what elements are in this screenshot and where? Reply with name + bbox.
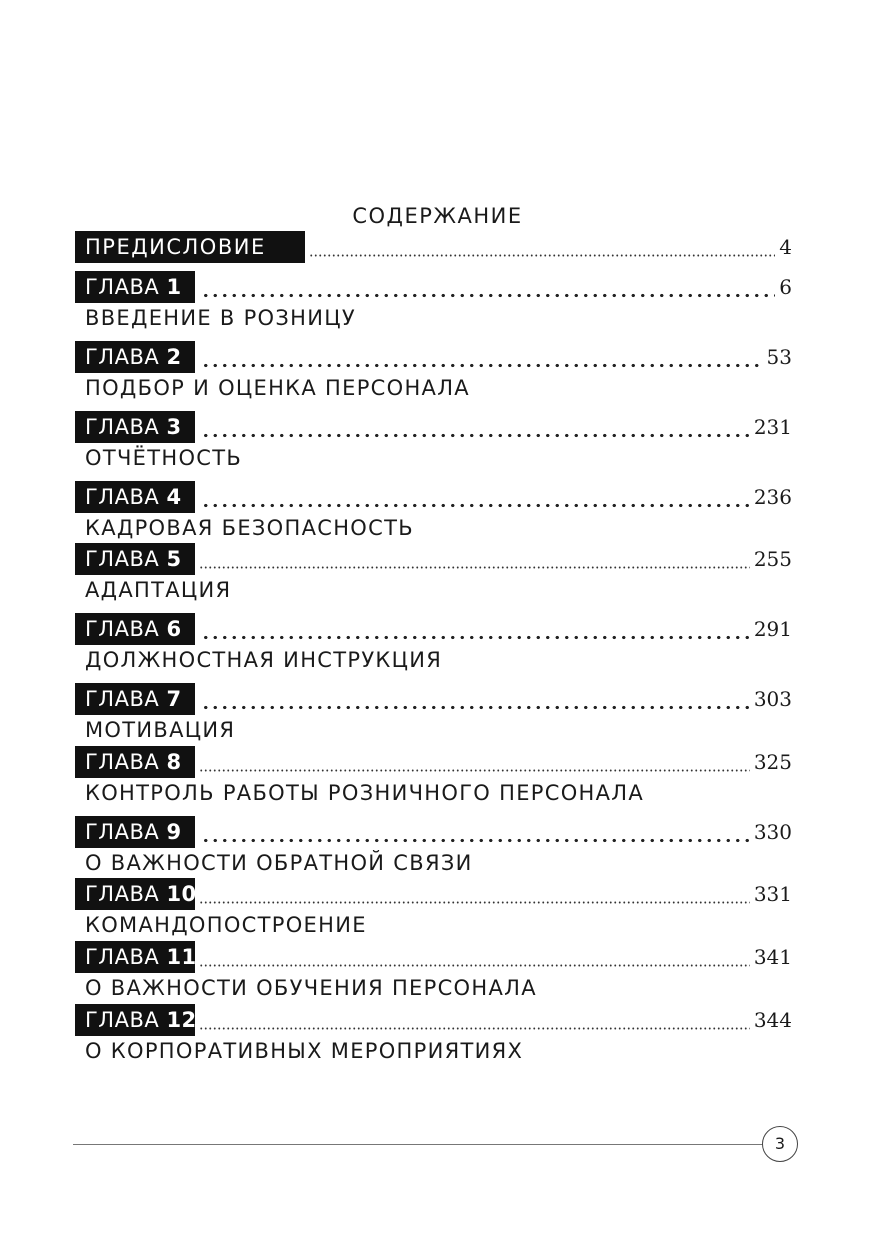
page-number: 3 [762,1126,798,1162]
dot-leader [199,837,750,844]
chapter-title: ОТЧЁТНОСТЬ [85,446,243,470]
page-ref: 6 [779,275,792,299]
page-ref: 341 [753,945,792,969]
chapter-number: 12 [166,1008,197,1032]
toc-entry-chapter-2[interactable] [75,341,792,403]
dot-leader [199,292,775,299]
page-ref: 344 [753,1008,792,1032]
chapter-title: ВВЕДЕНИЕ В РОЗНИЦУ [85,306,356,330]
toc-entry-chapter-11[interactable] [75,941,792,1003]
toc-entry-chapter-10[interactable] [75,878,792,940]
chapter-number: 4 [166,485,182,509]
toc-entry-chapter-6[interactable] [75,613,792,675]
toc-entry-chapter-4[interactable] [75,481,792,543]
chapter-prefix: ГЛАВА [85,945,160,969]
chapter-title: КОНТРОЛЬ РАБОТЫ РОЗНИЧНОГО ПЕРСОНАЛА [85,781,645,805]
toc-entry-chapter-7[interactable] [75,683,792,745]
toc-entry-chapter-8[interactable] [75,746,792,808]
footer-rule [73,1144,763,1145]
page-ref: 291 [753,617,792,641]
toc-entry-chapter-1[interactable] [75,271,792,333]
chapter-prefix: ГЛАВА [85,415,160,439]
chapter-number: 9 [166,820,182,844]
toc-entry-chapter-9[interactable] [75,816,792,878]
chapter-number: 3 [166,415,182,439]
chapter-prefix: ГЛАВА [85,687,160,711]
page-ref: 4 [779,235,792,259]
chapter-title: О КОРПОРАТИВНЫХ МЕРОПРИЯТИЯХ [85,1039,524,1063]
page-ref: 330 [753,820,792,844]
dot-leader [199,362,763,369]
chapter-label [75,543,195,575]
chapter-prefix: ГЛАВА [85,547,160,571]
chapter-prefix: ГЛАВА [85,275,160,299]
chapter-prefix: ГЛАВА [85,617,160,641]
chapter-number: 11 [166,945,197,969]
dot-leader [199,900,750,905]
toc-entry-chapter-3[interactable] [75,411,792,473]
chapter-title: МОТИВАЦИЯ [85,718,236,742]
page-ref: 53 [766,345,792,369]
page-ref: 331 [753,882,792,906]
chapter-number: 8 [166,750,182,774]
chapter-prefix: ГЛАВА [85,345,160,369]
page-ref: 231 [753,415,792,439]
chapter-title: ДОЛЖНОСТНАЯ ИНСТРУКЦИЯ [85,648,443,672]
chapter-number: 10 [166,882,197,906]
dot-leader [199,634,750,641]
chapter-number: 6 [166,617,182,641]
chapter-prefix: ГЛАВА [85,882,160,906]
chapter-number: 7 [166,687,182,711]
chapter-title: О ВАЖНОСТИ ОБРАТНОЙ СВЯЗИ [85,851,473,875]
chapter-number: 1 [166,275,182,299]
toc-entry-preface[interactable] [75,231,792,263]
toc-title: СОДЕРЖАНИЕ [352,204,523,228]
chapter-title: ПОДБОР И ОЦЕНКА ПЕРСОНАЛА [85,376,470,400]
chapter-label [75,746,195,778]
dot-leader [199,502,750,509]
chapter-title: О ВАЖНОСТИ ОБУЧЕНИЯ ПЕРСОНАЛА [85,976,537,1000]
chapter-label [75,613,195,645]
chapter-title: КАДРОВАЯ БЕЗОПАСНОСТЬ [85,516,414,540]
preface-label: ПРЕДИСЛОВИЕ [75,231,305,263]
dot-leader [199,963,750,968]
chapter-prefix: ГЛАВА [85,820,160,844]
chapter-label [75,481,195,513]
chapter-label [75,816,195,848]
dot-leader [199,704,750,711]
chapter-number: 2 [166,345,182,369]
dot-leader [199,565,750,570]
chapter-prefix: ГЛАВА [85,750,160,774]
dot-leader [199,432,750,439]
dot-leader [309,253,775,258]
toc-entry-chapter-12[interactable] [75,1004,792,1066]
chapter-number: 5 [166,547,182,571]
chapter-label [75,683,195,715]
toc-entry-chapter-5[interactable] [75,543,792,605]
chapter-prefix: ГЛАВА [85,485,160,509]
chapter-prefix: ГЛАВА [85,1008,160,1032]
page-ref: 236 [753,485,792,509]
chapter-title: АДАПТАЦИЯ [85,578,232,602]
dot-leader [199,768,750,773]
chapter-label [75,1004,195,1036]
chapter-label [75,878,195,910]
page-ref: 255 [753,547,792,571]
dot-leader [199,1026,750,1031]
page-ref: 325 [753,750,792,774]
chapter-label [75,411,195,443]
page-ref: 303 [753,687,792,711]
chapter-title: КОМАНДОПОСТРОЕНИЕ [85,913,367,937]
chapter-label [75,271,195,303]
chapter-label [75,941,195,973]
chapter-label [75,341,195,373]
